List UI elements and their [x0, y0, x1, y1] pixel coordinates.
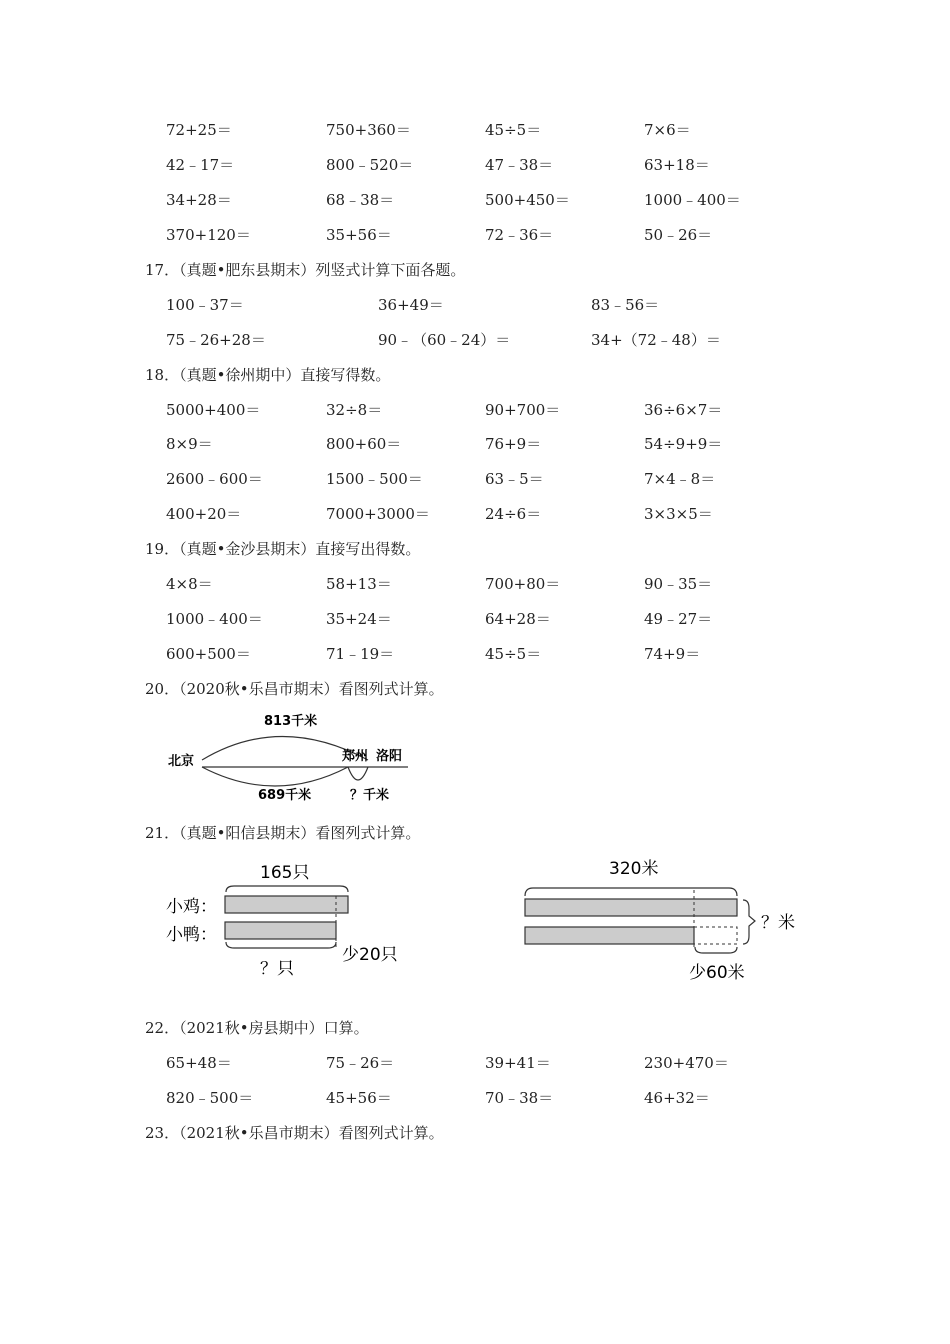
q18-item: 400+20＝ — [166, 505, 242, 523]
q16-item: 45÷5＝ — [485, 121, 542, 139]
q19-row-1 — [0, 573, 950, 593]
q19-item: 64+28＝ — [485, 610, 551, 628]
q21-fig1-diff: 少20只 — [342, 945, 398, 965]
q19-item: 58+13＝ — [326, 575, 392, 593]
q22-item: 75﹣26＝ — [326, 1054, 395, 1072]
q17-item: 83﹣56＝ — [591, 296, 660, 314]
q16-item: 800﹣520＝ — [326, 156, 414, 174]
q16-row-2 — [0, 154, 950, 174]
q18-row-2 — [0, 433, 950, 453]
q16-item: 68﹣38＝ — [326, 191, 395, 209]
q22-item: 70﹣38＝ — [485, 1089, 554, 1107]
q17-item: 75﹣26+28＝ — [166, 331, 266, 349]
q16-row-4 — [0, 224, 950, 244]
q20-bottom-right: ？千米 — [350, 788, 390, 803]
q16-item: 34+28＝ — [166, 191, 232, 209]
q19-item: 600+500＝ — [166, 645, 251, 663]
q16-item: 7×6＝ — [644, 121, 691, 139]
q18-row-3 — [0, 468, 950, 488]
q21-fig1-total: 165只 — [260, 863, 310, 883]
q22-item: 65+48＝ — [166, 1054, 232, 1072]
q16-item: 72﹣36＝ — [485, 226, 554, 244]
q18-row-1 — [0, 399, 950, 419]
q18-item: 1500﹣500＝ — [326, 470, 423, 488]
q16-item: 1000﹣400＝ — [644, 191, 741, 209]
q21-fig2-diff: 少60米 — [689, 963, 745, 983]
q21-title: 21．（真题•阳信县期末）看图列式计算。 — [145, 824, 421, 842]
q21-fig1-question: ？只 — [260, 959, 294, 979]
q21-fig2-question: ？米 — [761, 913, 795, 933]
q17-item: 34+（72﹣48）＝ — [591, 331, 721, 349]
q16-item: 370+120＝ — [166, 226, 251, 244]
q21-fig1-row2: 小鸭： — [166, 925, 217, 945]
q18-item: 24÷6＝ — [485, 505, 542, 523]
q17-row-2 — [0, 329, 950, 349]
q17-row-1 — [0, 294, 950, 314]
q19-item: 45÷5＝ — [485, 645, 542, 663]
q18-item: 800+60＝ — [326, 435, 402, 453]
q16-item: 750+360＝ — [326, 121, 411, 139]
q16-item: 50﹣26＝ — [644, 226, 713, 244]
q17-item: 90﹣（60﹣24）＝ — [378, 331, 511, 349]
q19-item: 49﹣27＝ — [644, 610, 713, 628]
q18-item: 32÷8＝ — [326, 401, 383, 419]
q22-item: 39+41＝ — [485, 1054, 551, 1072]
q19-item: 90﹣35＝ — [644, 575, 713, 593]
q18-item: 7×4﹣8＝ — [644, 470, 716, 488]
q22-item: 46+32＝ — [644, 1089, 710, 1107]
q16-item: 72+25＝ — [166, 121, 232, 139]
q17-title: 17．（真题•肥东县期末）列竖式计算下面各题。 — [145, 261, 466, 279]
q17-item: 100﹣37＝ — [166, 296, 244, 314]
q20-right-label1: 郑州 — [342, 749, 369, 764]
q22-item: 820﹣500＝ — [166, 1089, 254, 1107]
q18-item: 90+700＝ — [485, 401, 561, 419]
q19-item: 4×8＝ — [166, 575, 213, 593]
q21-fig1-diagram — [160, 850, 420, 985]
q20-top-label: 813千米 — [264, 714, 318, 729]
q19-title: 19．（真题•金沙县期末）直接写出得数。 — [145, 540, 421, 558]
q18-row-4 — [0, 503, 950, 523]
q20-bottom-left: 689千米 — [258, 788, 312, 803]
q20-right-label2: 洛阳 — [376, 749, 403, 764]
q18-item: 54÷9+9＝ — [644, 435, 723, 453]
q18-item: 8×9＝ — [166, 435, 213, 453]
q16-row-3 — [0, 189, 950, 209]
q18-item: 2600﹣600＝ — [166, 470, 263, 488]
q18-item: 76+9＝ — [485, 435, 542, 453]
q17-item: 36+49＝ — [378, 296, 444, 314]
q18-item: 5000+400＝ — [166, 401, 261, 419]
q21-fig2-total: 320米 — [609, 859, 659, 879]
q16-item: 42﹣17＝ — [166, 156, 235, 174]
q19-item: 1000﹣400＝ — [166, 610, 263, 628]
q18-item: 36÷6×7＝ — [644, 401, 723, 419]
q16-row-1 — [0, 119, 950, 139]
q23-title: 23．（2021秋•乐昌市期末）看图列式计算。 — [145, 1124, 444, 1142]
q18-item: 7000+3000＝ — [326, 505, 430, 523]
q19-row-3 — [0, 643, 950, 663]
q19-item: 700+80＝ — [485, 575, 561, 593]
q18-title: 18．（真题•徐州期中）直接写得数。 — [145, 366, 391, 384]
q22-title: 22．（2021秋•房县期中）口算。 — [145, 1019, 369, 1037]
q19-row-2 — [0, 608, 950, 628]
q20-distance-diagram — [160, 705, 420, 805]
q18-item: 63﹣5＝ — [485, 470, 544, 488]
q20-title: 20．（2020秋•乐昌市期末）看图列式计算。 — [145, 680, 444, 698]
q19-item: 35+24＝ — [326, 610, 392, 628]
q19-item: 71﹣19＝ — [326, 645, 395, 663]
q16-item: 35+56＝ — [326, 226, 392, 244]
q20-left-label: 北京 — [168, 754, 195, 769]
q22-item: 45+56＝ — [326, 1089, 392, 1107]
q21-fig1-row1: 小鸡： — [166, 897, 217, 917]
q22-row-2 — [0, 1087, 950, 1107]
q16-item: 63+18＝ — [644, 156, 710, 174]
q18-item: 3×3×5＝ — [644, 505, 713, 523]
q16-item: 47﹣38＝ — [485, 156, 554, 174]
q19-item: 74+9＝ — [644, 645, 701, 663]
q21-fig2-diagram — [515, 850, 815, 990]
q16-item: 500+450＝ — [485, 191, 570, 209]
q22-item: 230+470＝ — [644, 1054, 729, 1072]
q22-row-1 — [0, 1052, 950, 1072]
